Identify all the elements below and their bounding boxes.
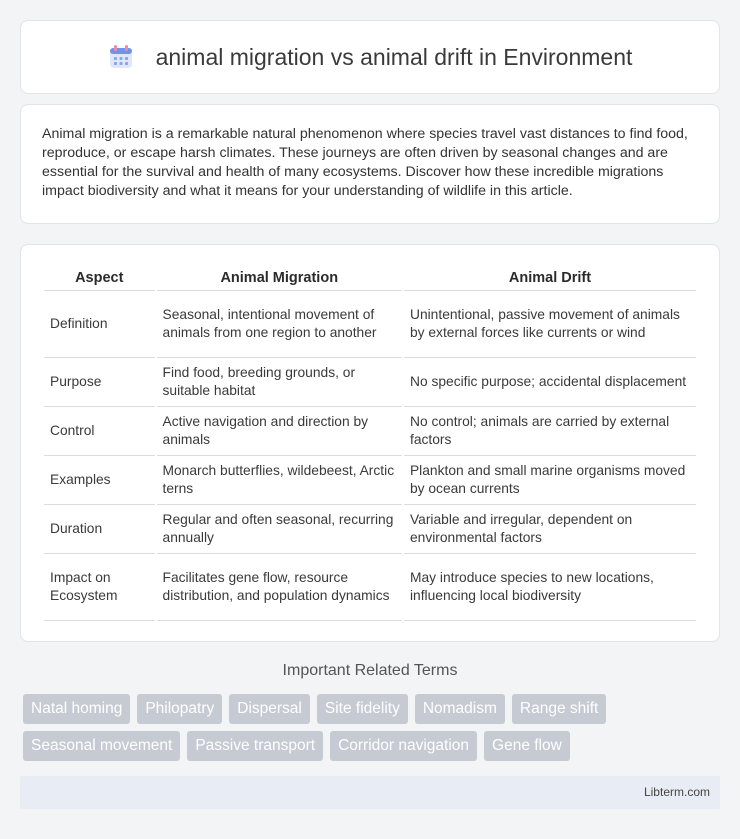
cell-drift: May introduce species to new locations, influencing local biodiversity	[404, 554, 696, 621]
title-card	[20, 20, 720, 94]
header-aspect: Aspect	[44, 265, 155, 291]
tag-passive-transport[interactable]: Passive transport	[187, 731, 323, 761]
cell-aspect: Control	[44, 407, 155, 456]
cell-drift: Unintentional, passive movement of animals by external forces like currents or wind	[404, 291, 696, 358]
tag-corridor-navigation[interactable]: Corridor navigation	[330, 731, 477, 761]
cell-aspect: Examples	[44, 456, 155, 505]
calendar-icon	[108, 44, 134, 70]
cell-drift: No control; animals are carried by external factors	[404, 407, 696, 456]
tag-natal-homing[interactable]: Natal homing	[23, 694, 130, 724]
intro-paragraph: Animal migration is a remarkable natural phenomenon where species travel vast distances to find food, reproduce, or escape harsh climates. These journeys are often driven by seasonal changes and are essential for the survival and health of many ecosystems. Discover how these incredible migrations impact biodiversity and what it means for your understanding of wildlife in this article.	[42, 126, 688, 199]
header-animal-migration: Animal Migration	[157, 265, 402, 291]
table-row	[44, 358, 696, 407]
table-row	[44, 291, 696, 358]
table-row	[44, 505, 696, 554]
table-row	[44, 554, 696, 621]
cell-aspect: Purpose	[44, 358, 155, 407]
cell-drift: No specific purpose; accidental displacement	[404, 358, 696, 407]
tag-nomadism[interactable]: Nomadism	[415, 694, 505, 724]
table-row	[44, 407, 696, 456]
cell-migration: Monarch butterflies, wildebeest, Arctic terns	[157, 456, 402, 505]
cell-aspect: Definition	[44, 291, 155, 358]
tag-range-shift[interactable]: Range shift	[512, 694, 606, 724]
tag-site-fidelity[interactable]: Site fidelity	[317, 694, 408, 724]
comparison-table-card	[20, 244, 720, 642]
tag-philopatry[interactable]: Philopatry	[137, 694, 222, 724]
table-header-row	[44, 265, 696, 291]
tag-dispersal[interactable]: Dispersal	[229, 694, 310, 724]
related-terms-tags	[23, 694, 723, 761]
cell-migration: Active navigation and direction by animals	[157, 407, 402, 456]
cell-migration: Seasonal, intentional movement of animals from one region to another	[157, 291, 402, 358]
related-terms-title: Important Related Terms	[282, 662, 458, 679]
tag-seasonal-movement[interactable]: Seasonal movement	[23, 731, 180, 761]
page-title: animal migration vs animal drift in Environment	[155, 43, 633, 70]
cell-drift: Variable and irregular, dependent on environmental factors	[404, 505, 696, 554]
cell-migration: Facilitates gene flow, resource distribution, and population dynamics	[157, 554, 402, 621]
cell-drift: Plankton and small marine organisms moved by ocean currents	[404, 456, 696, 505]
header-animal-drift: Animal Drift	[404, 265, 696, 291]
cell-migration: Find food, breeding grounds, or suitable habitat	[157, 358, 402, 407]
cell-aspect: Duration	[44, 505, 155, 554]
table-row	[44, 456, 696, 505]
cell-migration: Regular and often seasonal, recurring annually	[157, 505, 402, 554]
comparison-table	[42, 265, 698, 621]
intro-card	[20, 104, 720, 224]
footer-site-link[interactable]: Libterm.com	[643, 785, 710, 799]
cell-aspect: Impact on Ecosystem	[44, 554, 155, 621]
footer	[20, 776, 720, 809]
tag-gene-flow[interactable]: Gene flow	[484, 731, 570, 761]
